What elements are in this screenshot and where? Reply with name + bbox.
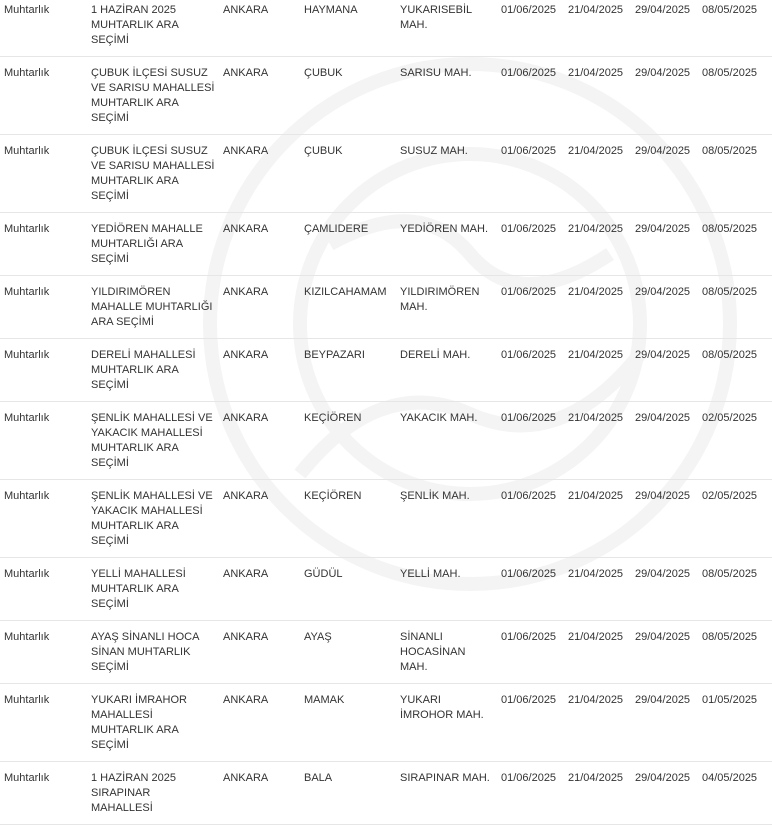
cell-date-3: 29/04/2025: [631, 621, 698, 684]
cell-district: ÇUBUK: [300, 135, 396, 213]
cell-date-4: 08/05/2025: [698, 213, 772, 276]
cell-date-4: 01/05/2025: [698, 684, 772, 762]
cell-date-4: 08/05/2025: [698, 276, 772, 339]
cell-election-name: 1 HAZİRAN 2025 MUHTARLIK ARA SEÇİMİ: [87, 0, 219, 57]
cell-date-3: 29/04/2025: [631, 213, 698, 276]
cell-date-2: 21/04/2025: [564, 276, 631, 339]
cell-election-name: YILDIRIMÖREN MAHALLE MUHTARLIĞI ARA SEÇİMİ: [87, 276, 219, 339]
cell-neighborhood: YAKACIK MAH.: [396, 402, 497, 480]
cell-date-4: 08/05/2025: [698, 135, 772, 213]
cell-election-type: Muhtarlık: [0, 558, 87, 621]
table-row: [0, 402, 772, 480]
cell-neighborhood: YELLİ MAH.: [396, 558, 497, 621]
cell-date-2: 21/04/2025: [564, 135, 631, 213]
cell-district: AYAŞ: [300, 621, 396, 684]
cell-province: ANKARA: [219, 558, 300, 621]
cell-district: KEÇİÖREN: [300, 402, 396, 480]
cell-date-3: 29/04/2025: [631, 558, 698, 621]
cell-election-name: ŞENLİK MAHALLESİ VE YAKACIK MAHALLESİ MUHTARLIK ARA SEÇİMİ: [87, 402, 219, 480]
cell-election-type: Muhtarlık: [0, 684, 87, 762]
cell-election-date: 01/06/2025: [497, 339, 564, 402]
cell-province: ANKARA: [219, 0, 300, 57]
cell-election-date: 01/06/2025: [497, 57, 564, 135]
cell-neighborhood: SİNANLI HOCASİNAN MAH.: [396, 621, 497, 684]
cell-date-2: 21/04/2025: [564, 558, 631, 621]
cell-election-name: ŞENLİK MAHALLESİ VE YAKACIK MAHALLESİ MUHTARLIK ARA SEÇİMİ: [87, 480, 219, 558]
cell-date-4: 08/05/2025: [698, 0, 772, 57]
cell-election-type: Muhtarlık: [0, 135, 87, 213]
cell-district: KIZILCAHAMAM: [300, 276, 396, 339]
cell-election-name: ÇUBUK İLÇESİ SUSUZ VE SARISU MAHALLESİ MUHTARLIK ARA SEÇİMİ: [87, 57, 219, 135]
cell-election-type: Muhtarlık: [0, 276, 87, 339]
cell-neighborhood: ŞENLİK MAH.: [396, 480, 497, 558]
cell-election-date: 01/06/2025: [497, 135, 564, 213]
cell-date-3: 29/04/2025: [631, 276, 698, 339]
cell-province: ANKARA: [219, 339, 300, 402]
cell-province: ANKARA: [219, 135, 300, 213]
cell-date-4: 08/05/2025: [698, 339, 772, 402]
cell-election-type: Muhtarlık: [0, 57, 87, 135]
cell-neighborhood: SIRAPINAR MAH.: [396, 762, 497, 825]
cell-election-date: 01/06/2025: [497, 0, 564, 57]
table-row: [0, 213, 772, 276]
cell-date-3: 29/04/2025: [631, 402, 698, 480]
cell-election-date: 01/06/2025: [497, 480, 564, 558]
table-row: [0, 135, 772, 213]
cell-date-3: 29/04/2025: [631, 762, 698, 825]
cell-neighborhood: YEDİÖREN MAH.: [396, 213, 497, 276]
cell-election-date: 01/06/2025: [497, 684, 564, 762]
cell-date-4: 08/05/2025: [698, 621, 772, 684]
cell-election-date: 01/06/2025: [497, 762, 564, 825]
table-row: [0, 480, 772, 558]
cell-date-4: 08/05/2025: [698, 57, 772, 135]
cell-date-3: 29/04/2025: [631, 57, 698, 135]
cell-election-type: Muhtarlık: [0, 0, 87, 57]
table-row: [0, 57, 772, 135]
table-row: [0, 684, 772, 762]
cell-election-name: AYAŞ SİNANLI HOCA SİNAN MUHTARLIK SEÇİMİ: [87, 621, 219, 684]
table-row: [0, 276, 772, 339]
cell-date-2: 21/04/2025: [564, 0, 631, 57]
cell-district: ÇUBUK: [300, 57, 396, 135]
cell-district: MAMAK: [300, 684, 396, 762]
cell-province: ANKARA: [219, 276, 300, 339]
cell-election-name: ÇUBUK İLÇESİ SUSUZ VE SARISU MAHALLESİ MUHTARLIK ARA SEÇİMİ: [87, 135, 219, 213]
cell-province: ANKARA: [219, 621, 300, 684]
cell-date-3: 29/04/2025: [631, 480, 698, 558]
cell-election-type: Muhtarlık: [0, 762, 87, 825]
cell-date-3: 29/04/2025: [631, 135, 698, 213]
table-row: [0, 762, 772, 825]
cell-date-2: 21/04/2025: [564, 762, 631, 825]
cell-neighborhood: YUKARISEBİL MAH.: [396, 0, 497, 57]
cell-election-name: YELLİ MAHALLESİ MUHTARLIK ARA SEÇİMİ: [87, 558, 219, 621]
cell-neighborhood: SUSUZ MAH.: [396, 135, 497, 213]
table-row: [0, 621, 772, 684]
cell-date-4: 02/05/2025: [698, 402, 772, 480]
cell-election-type: Muhtarlık: [0, 339, 87, 402]
cell-province: ANKARA: [219, 762, 300, 825]
cell-district: HAYMANA: [300, 0, 396, 57]
cell-date-2: 21/04/2025: [564, 402, 631, 480]
cell-district: ÇAMLIDERE: [300, 213, 396, 276]
cell-neighborhood: DERELİ MAH.: [396, 339, 497, 402]
cell-date-2: 21/04/2025: [564, 684, 631, 762]
cell-election-type: Muhtarlık: [0, 621, 87, 684]
cell-election-date: 01/06/2025: [497, 213, 564, 276]
cell-election-type: Muhtarlık: [0, 213, 87, 276]
cell-date-2: 21/04/2025: [564, 621, 631, 684]
cell-date-2: 21/04/2025: [564, 57, 631, 135]
cell-election-date: 01/06/2025: [497, 621, 564, 684]
cell-date-2: 21/04/2025: [564, 213, 631, 276]
cell-date-2: 21/04/2025: [564, 339, 631, 402]
cell-province: ANKARA: [219, 213, 300, 276]
cell-election-type: Muhtarlık: [0, 402, 87, 480]
cell-province: ANKARA: [219, 57, 300, 135]
cell-neighborhood: YILDIRIMÖREN MAH.: [396, 276, 497, 339]
cell-province: ANKARA: [219, 402, 300, 480]
cell-election-date: 01/06/2025: [497, 402, 564, 480]
table-row: [0, 339, 772, 402]
cell-election-name: YEDİÖREN MAHALLE MUHTARLIĞI ARA SEÇİMİ: [87, 213, 219, 276]
cell-election-name: DERELİ MAHALLESİ MUHTARLIK ARA SEÇİMİ: [87, 339, 219, 402]
cell-date-3: 29/04/2025: [631, 0, 698, 57]
cell-election-date: 01/06/2025: [497, 276, 564, 339]
cell-district: BALA: [300, 762, 396, 825]
table-row: [0, 558, 772, 621]
cell-election-type: Muhtarlık: [0, 480, 87, 558]
cell-district: GÜDÜL: [300, 558, 396, 621]
cell-date-2: 21/04/2025: [564, 480, 631, 558]
cell-district: KEÇİÖREN: [300, 480, 396, 558]
table-row: [0, 0, 772, 57]
cell-date-4: 08/05/2025: [698, 558, 772, 621]
cell-date-4: 04/05/2025: [698, 762, 772, 825]
cell-province: ANKARA: [219, 480, 300, 558]
cell-neighborhood: YUKARI İMROHOR MAH.: [396, 684, 497, 762]
cell-date-4: 02/05/2025: [698, 480, 772, 558]
cell-district: BEYPAZARI: [300, 339, 396, 402]
cell-date-3: 29/04/2025: [631, 339, 698, 402]
cell-date-3: 29/04/2025: [631, 684, 698, 762]
cell-neighborhood: SARISU MAH.: [396, 57, 497, 135]
cell-election-date: 01/06/2025: [497, 558, 564, 621]
cell-election-name: 1 HAZİRAN 2025 SIRAPINAR MAHALLESİ: [87, 762, 219, 825]
cell-election-name: YUKARI İMRAHOR MAHALLESİ MUHTARLIK ARA SEÇİMİ: [87, 684, 219, 762]
cell-province: ANKARA: [219, 684, 300, 762]
